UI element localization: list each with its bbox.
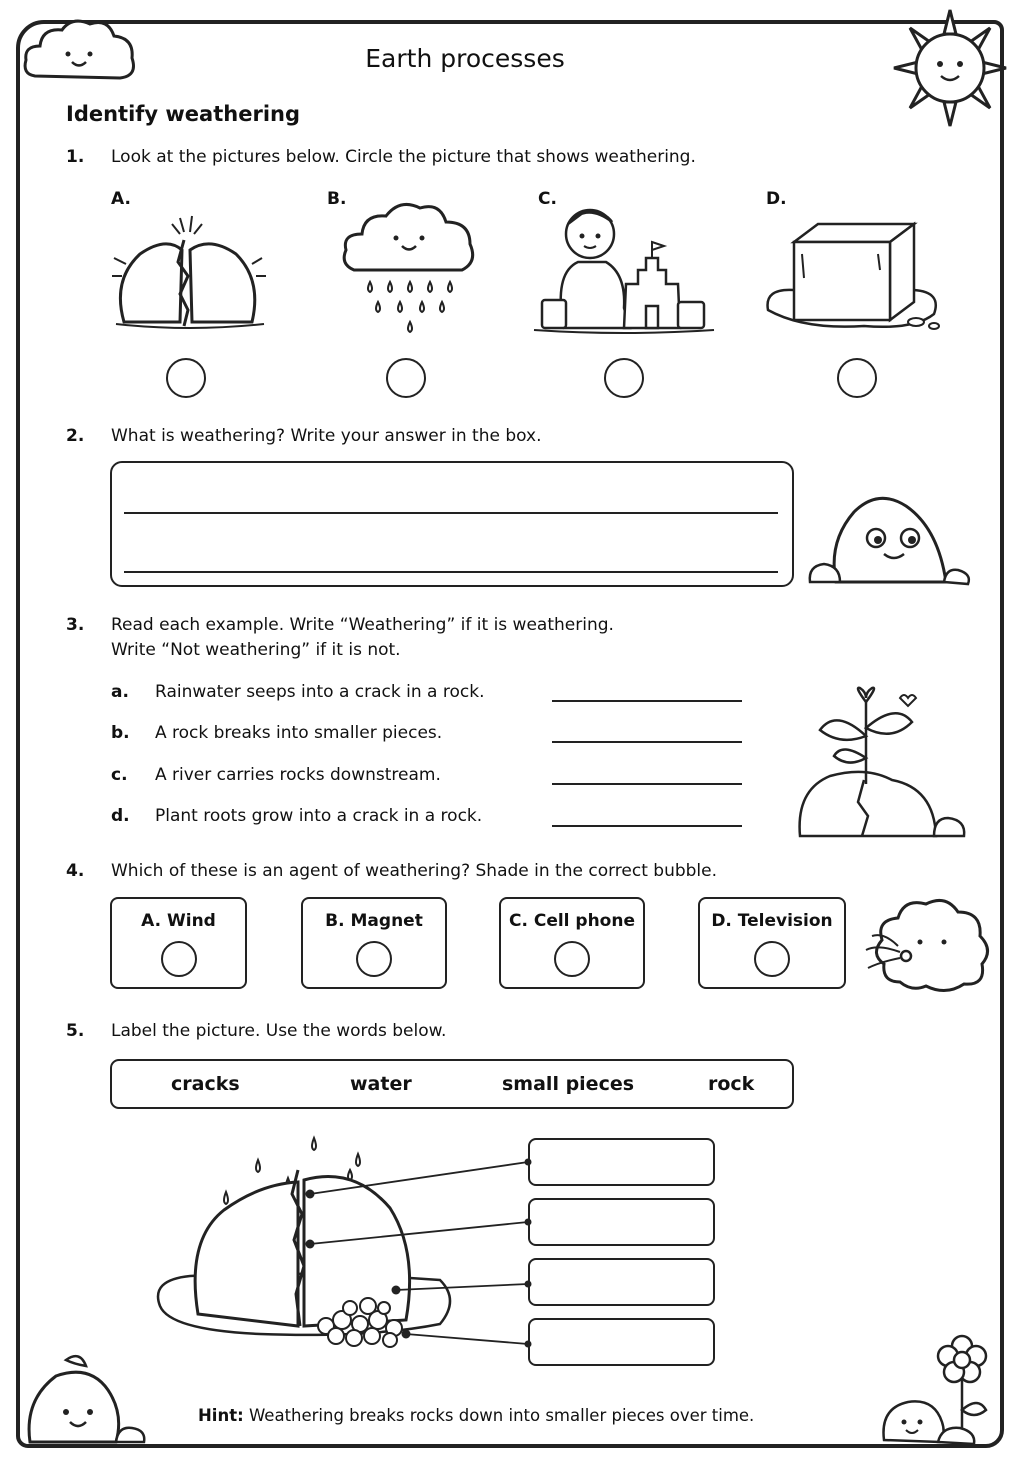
q4-number: 4. (66, 861, 85, 881)
q3-prompt-line2: Write “Not weathering” if it is not. (111, 640, 401, 660)
q3-item-d-letter: d. (111, 806, 130, 826)
q3-item-b-letter: b. (111, 723, 130, 743)
q4-choice-a-bubble[interactable] (161, 941, 197, 977)
page-title: Earth processes (365, 44, 565, 73)
q4-choice-a-label: A. Wind (141, 911, 216, 931)
q3-item-a-letter: a. (111, 682, 129, 702)
q5-label-box-2[interactable] (528, 1198, 715, 1246)
q4-prompt: Which of these is an agent of weathering? Shade in the correct bubble. (111, 861, 718, 881)
q5-label-box-1[interactable] (528, 1138, 715, 1186)
plant-in-cracked-rock-icon (796, 684, 972, 844)
word-bank-cracks: cracks (171, 1073, 240, 1095)
q3-item-b-text: A rock breaks into smaller pieces. (155, 723, 443, 743)
q1-prompt: Look at the pictures below. Circle the picture that shows weathering. (111, 147, 696, 167)
q1-answer-circle-c[interactable] (604, 358, 644, 398)
melting-ice-cube-icon (764, 218, 944, 340)
q4-choice-c-bubble[interactable] (554, 941, 590, 977)
q1-option-c-label: C. (538, 189, 557, 209)
q2-writing-line-1[interactable] (124, 512, 778, 514)
word-bank-rock: rock (708, 1073, 755, 1095)
q5-label-box-3[interactable] (528, 1258, 715, 1306)
q3-number: 3. (66, 615, 85, 635)
weathered-rock-diagram (150, 1130, 540, 1362)
hint (198, 1406, 754, 1425)
q4-choice-d[interactable] (698, 897, 846, 989)
q2-writing-line-2[interactable] (124, 571, 778, 573)
q3-item-b-answer-line[interactable] (552, 741, 742, 743)
q1-number: 1. (66, 147, 85, 167)
hint-label: Hint: (198, 1406, 244, 1425)
child-sandcastle-icon (534, 198, 714, 336)
q2-prompt: What is weathering? Write your answer in the box. (111, 426, 542, 446)
q2-answer-box[interactable] (110, 461, 794, 587)
q3-item-c-answer-line[interactable] (552, 783, 742, 785)
q4-choice-b-label: B. Magnet (325, 911, 423, 931)
q1-answer-circle-b[interactable] (386, 358, 426, 398)
flower-and-rock-icon (878, 1330, 1006, 1450)
q4-choice-d-bubble[interactable] (754, 941, 790, 977)
q3-item-a-text: Rainwater seeps into a crack in a rock. (155, 682, 485, 702)
q4-choice-a[interactable] (110, 897, 247, 989)
q4-choice-d-label: D. Television (711, 911, 833, 931)
section-heading: Identify weathering (66, 102, 300, 126)
q4-choice-c[interactable] (499, 897, 645, 989)
q5-prompt: Label the picture. Use the words below. (111, 1021, 447, 1041)
q3-item-a-answer-line[interactable] (552, 700, 742, 702)
smiling-rock-icon (806, 488, 976, 590)
word-bank-small-pieces: small pieces (502, 1073, 635, 1095)
hint-text: Weathering breaks rocks down into smaller pieces over time. (248, 1406, 755, 1425)
q2-number: 2. (66, 426, 85, 446)
rain-cloud-icon (340, 198, 480, 343)
q3-item-d-text: Plant roots grow into a crack in a rock. (155, 806, 483, 826)
q1-option-a-label: A. (111, 189, 131, 209)
q1-answer-circle-d[interactable] (837, 358, 877, 398)
q5-number: 5. (66, 1021, 85, 1041)
q4-choice-b[interactable] (301, 897, 447, 989)
q4-choice-b-bubble[interactable] (356, 941, 392, 977)
q1-option-d-label: D. (766, 189, 787, 209)
q3-item-c-letter: c. (111, 765, 128, 785)
q4-choice-c-label: C. Cell phone (508, 911, 635, 931)
blowing-wind-cloud-icon (860, 892, 996, 998)
q3-item-d-answer-line[interactable] (552, 825, 742, 827)
q1-answer-circle-a[interactable] (166, 358, 206, 398)
smiling-rock-icon (20, 1350, 150, 1450)
cracked-rock-icon (110, 210, 270, 335)
q3-prompt-line1: Read each example. Write “Weathering” if it is weathering. (111, 615, 614, 635)
q3-item-c-text: A river carries rocks downstream. (155, 765, 441, 785)
q5-label-box-4[interactable] (528, 1318, 715, 1366)
q1-option-b-label: B. (327, 189, 347, 209)
word-bank-water: water (350, 1073, 412, 1095)
